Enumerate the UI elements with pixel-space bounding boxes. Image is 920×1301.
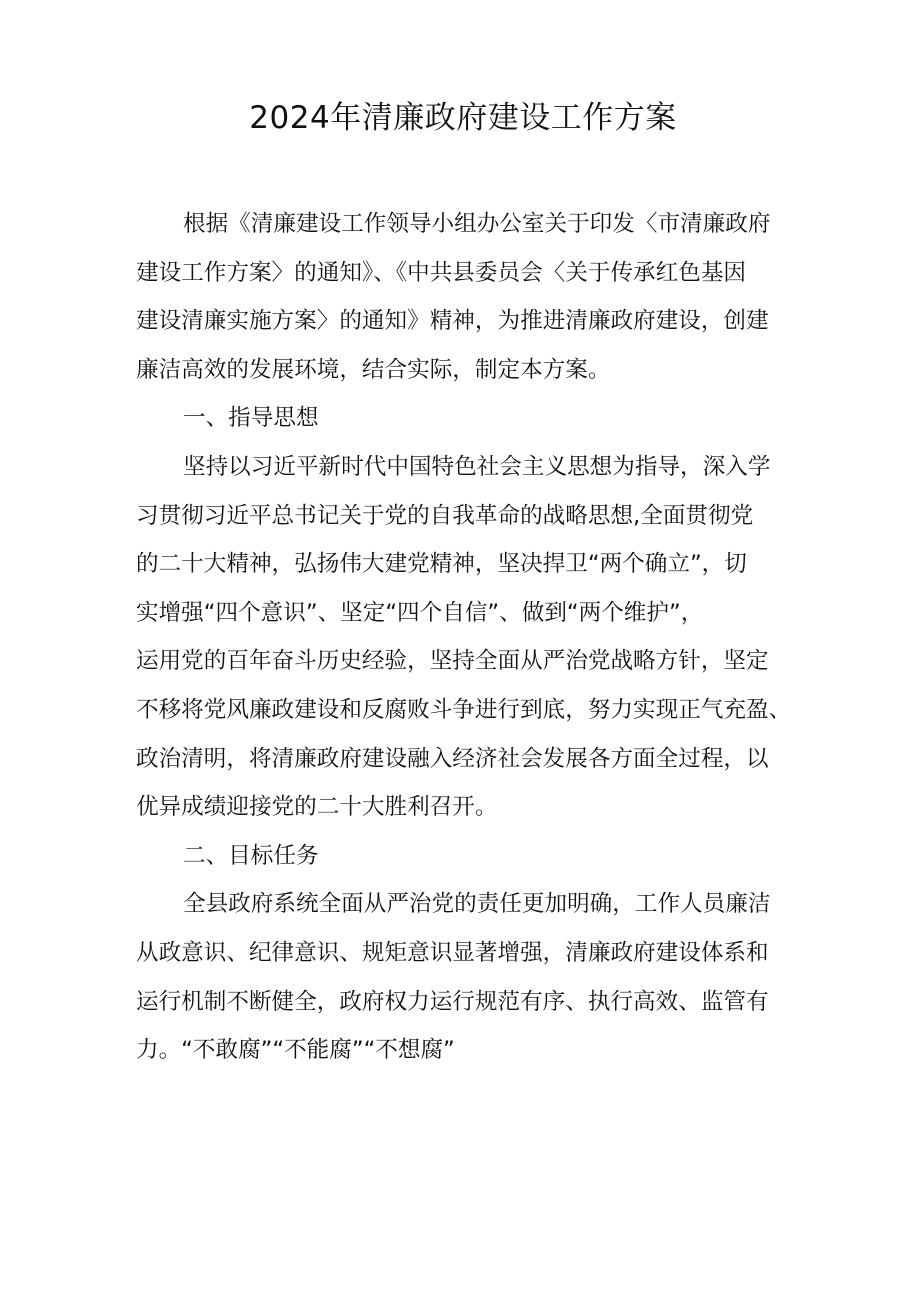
paragraph-line: 建设工作方案〉的通知》、《中共县委员会〈关于传承红色基因 (136, 259, 747, 286)
section-heading: 一、指导思想 (183, 405, 319, 432)
paragraph-line: 廉洁高效的发展环境，结合实际，制定本方案。 (136, 356, 611, 383)
paragraph-line: 建设清廉实施方案〉的通知》精神，为推进清廉政府建设，创建 (136, 308, 769, 335)
paragraph-line: 运行机制不断健全，政府权力运行规范有序、执行高效、监管有 (136, 988, 769, 1015)
paragraph-line: 政治清明，将清廉政府建设融入经济社会发展各方面全过程，以 (136, 745, 769, 772)
paragraph-line: 从政意识、纪律意识、规矩意识显著增强，清廉政府建设体系和 (136, 939, 769, 966)
document-title: 2024年清廉政府建设工作方案 (249, 100, 677, 136)
paragraph-line: 不移将党风廉政建设和反腐败斗争进行到底，努力实现正气充盈、 (136, 696, 792, 723)
paragraph-line: 的二十大精神，弘扬伟大建党精神，坚决捍卫“两个确立”，切 (136, 551, 747, 578)
paragraph-line: 习贯彻习近平总书记关于党的自我革命的战略思想,全面贯彻党 (136, 502, 754, 529)
document-body (136, 200, 806, 1075)
paragraph-line: 运用党的百年奋斗历史经验，坚持全面从严治党战略方针，坚定 (136, 648, 769, 675)
paragraph-line: 力。“不敢腐”“不能腐”“不想腐” (136, 1037, 455, 1064)
paragraph-line: 根据《清廉建设工作领导小组办公室关于印发〈市清廉政府 (183, 211, 771, 237)
section-heading: 二、目标任务 (183, 842, 319, 869)
paragraph-line: 坚持以习近平新时代中国特色社会主义思想为指导，深入学 (183, 453, 771, 480)
paragraph-line: 优异成绩迎接党的二十大胜利召开。 (136, 794, 498, 821)
paragraph-line: 全县政府系统全面从严治党的责任更加明确，工作人员廉洁 (183, 891, 771, 918)
paragraph-line: 实增强“四个意识”、坚定“四个自信”、做到“两个维护”， (136, 599, 704, 626)
